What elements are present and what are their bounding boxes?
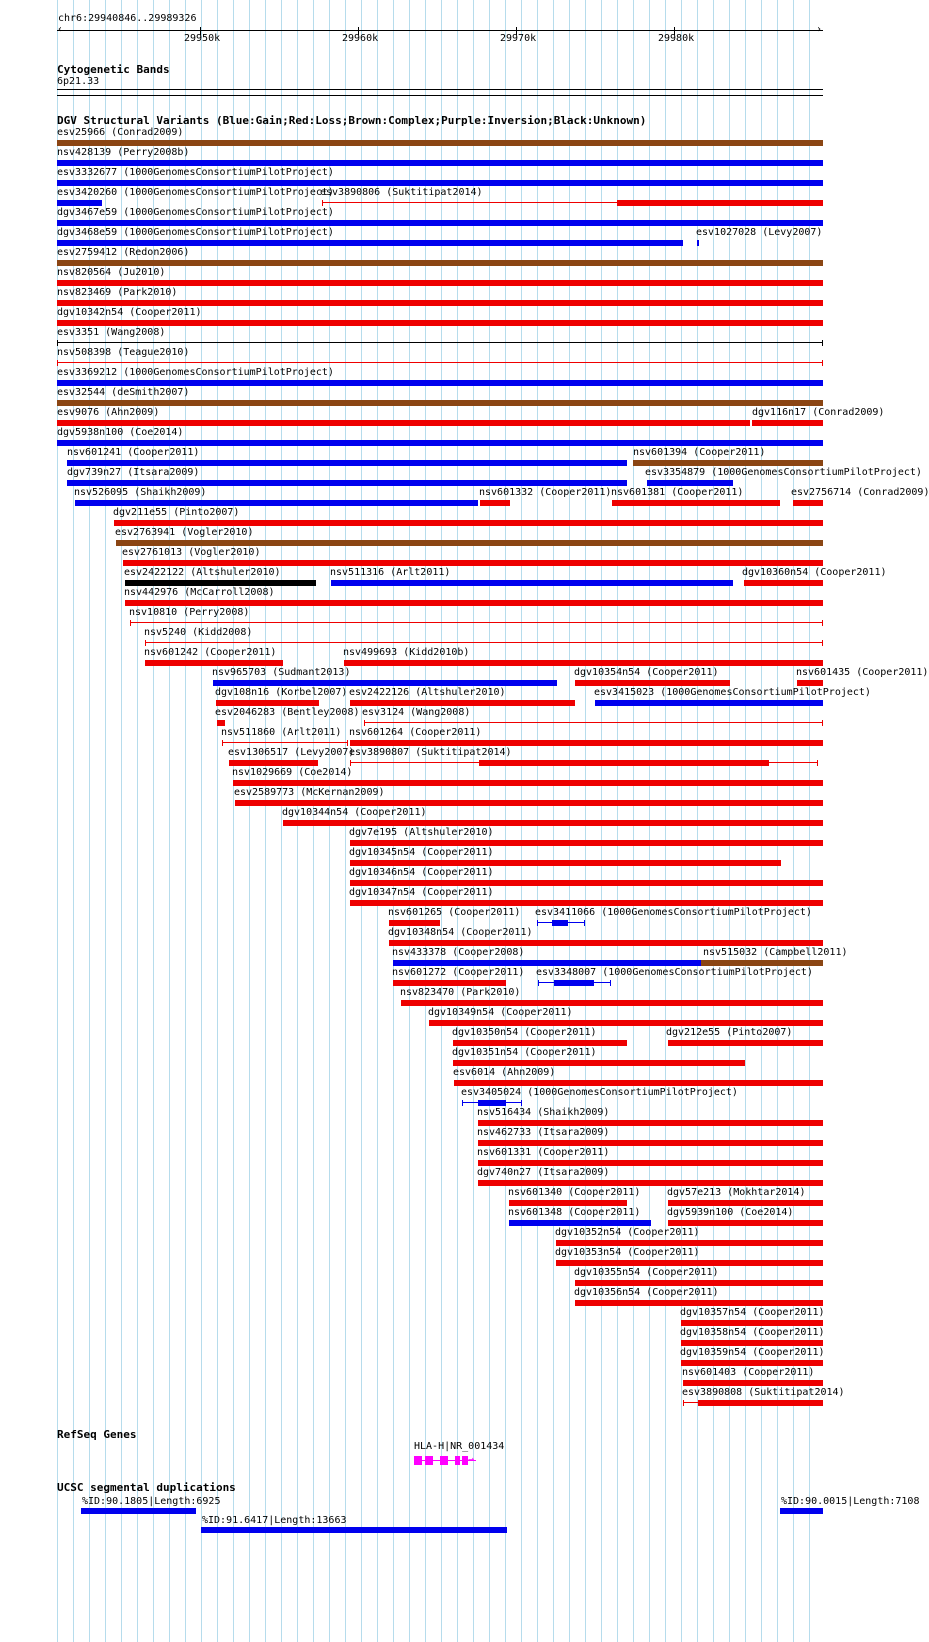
dgv-feature-bar[interactable] [57, 280, 823, 286]
dgv-feature-label: nsv428139 (Perry2008b) [57, 147, 190, 158]
dgv-feature-end [222, 740, 223, 746]
dgv-feature-label: esv3890807 (Suktitipat2014) [349, 747, 512, 758]
dgv-feature-label: esv6014 (Ahn2009) [453, 1067, 556, 1078]
dgv-feature-bar[interactable] [681, 1340, 823, 1346]
dgv-feature-label: nsv601331 (Cooper2011) [477, 1147, 610, 1158]
dgv-feature-bar[interactable] [125, 600, 823, 606]
dgv-feature-end [350, 760, 351, 766]
dgv-feature-bar[interactable] [393, 960, 701, 966]
dgv-feature-label: nsv526095 (Shaikh2009) [74, 487, 207, 498]
dgv-feature-label: nsv601264 (Cooper2011) [349, 727, 482, 738]
dgv-feature-label: nsv462733 (Itsara2009) [477, 1127, 610, 1138]
grid-line [249, 0, 250, 1642]
dgv-feature-end [347, 740, 348, 746]
dgv-feature-label: dgv10356n54 (Cooper2011) [574, 1287, 719, 1298]
dgv-feature-bar[interactable] [683, 1380, 823, 1386]
dgv-feature-bar[interactable] [350, 880, 823, 886]
dgv-feature-label: esv2046283 (Bentley2008) [215, 707, 360, 718]
dgv-feature-line[interactable] [145, 642, 823, 643]
dgv-feature-bar[interactable] [57, 260, 823, 266]
dgv-feature-end [130, 620, 131, 626]
dgv-feature-label: nsv601348 (Cooper2011) [508, 1207, 641, 1218]
dgv-feature-label: esv2759412 (Redon2006) [57, 247, 190, 258]
dgv-feature-label: dgv10360n54 (Cooper2011) [742, 567, 887, 578]
dgv-feature-end [822, 620, 823, 626]
dgv-feature-label: esv2422126 (Altshuler2010) [349, 687, 506, 698]
dgv-feature-bar[interactable] [701, 960, 823, 966]
dgv-feature-label: nsv442976 (McCarroll2008) [124, 587, 275, 598]
dgv-feature-label: dgv10345n54 (Cooper2011) [349, 847, 494, 858]
dgv-feature-label: esv3405024 (1000GenomesConsortiumPilotProject) [461, 1087, 738, 1098]
refseq-gene-exon[interactable] [440, 1456, 448, 1465]
dgv-feature-end [584, 920, 585, 926]
dgv-feature-label: dgv5938n100 (Coe2014) [57, 427, 184, 438]
dgv-feature-label: dgv10351n54 (Cooper2011) [452, 1047, 597, 1058]
dgv-feature-line[interactable] [350, 762, 480, 763]
dgv-feature-label: dgv10342n54 (Cooper2011) [57, 307, 202, 318]
dgv-feature-line[interactable] [768, 762, 818, 763]
dgv-feature-end [364, 720, 365, 726]
grid-line [233, 0, 234, 1642]
dgv-feature-bar[interactable] [478, 1120, 823, 1126]
dgv-feature-end [817, 760, 818, 766]
dgv-feature-bar[interactable] [57, 440, 823, 446]
dgv-feature-bar[interactable] [350, 840, 823, 846]
dgv-feature-label: dgv10350n54 (Cooper2011) [452, 1027, 597, 1038]
dgv-feature-label: nsv508398 (Teague2010) [57, 347, 190, 358]
dgv-feature-bar[interactable] [57, 180, 823, 186]
dgv-feature-bar[interactable] [389, 940, 823, 946]
dgv-feature-bar[interactable] [350, 860, 781, 866]
dgv-feature-block[interactable] [554, 980, 594, 986]
dgv-feature-line[interactable] [222, 742, 348, 743]
dgv-feature-block[interactable] [478, 1100, 506, 1106]
ruler-position-label: chr6:29940846..29989326 [58, 13, 197, 24]
dgv-feature-label: dgv116n17 (Conrad2009) [752, 407, 885, 418]
cytoband-label: 6p21.33 [57, 76, 100, 87]
dgv-feature-label: esv1306517 (Levy2007) [228, 747, 355, 758]
dgv-feature-block[interactable] [552, 920, 568, 926]
dgv-feature-bar[interactable] [389, 920, 440, 926]
dgv-feature-line[interactable] [683, 1402, 699, 1403]
refseq-track-title: RefSeq Genes [57, 1428, 137, 1441]
dgv-feature-block[interactable] [663, 480, 717, 486]
refseq-gene-exon[interactable] [455, 1456, 460, 1465]
dgv-feature-bar[interactable] [752, 420, 823, 426]
dgv-feature-bar[interactable] [350, 700, 575, 706]
dgv-feature-label: esv3124 (Wang2008) [362, 707, 471, 718]
dgv-feature-bar[interactable] [393, 980, 506, 986]
dgv-feature-end [57, 360, 58, 366]
dgv-feature-end [822, 360, 823, 366]
dgv-feature-bar[interactable] [116, 540, 823, 546]
dgv-feature-label: dgv10344n54 (Cooper2011) [282, 807, 427, 818]
dgv-feature-bar[interactable] [57, 160, 823, 166]
dgv-feature-label: dgv3467e59 (1000GenomesConsortiumPilotProject) [57, 207, 334, 218]
dgv-feature-bar[interactable] [595, 700, 823, 706]
dgv-feature-label: nsv511316 (Arlt2011) [330, 567, 451, 578]
dgv-feature-label: esv9076 (Ahn2009) [57, 407, 160, 418]
dgv-feature-bar[interactable] [213, 680, 557, 686]
dgv-feature-label: dgv10353n54 (Cooper2011) [555, 1247, 700, 1258]
ruler-tick-label: 29980k [658, 33, 695, 44]
dgv-feature-bar[interactable] [575, 1280, 823, 1286]
dgv-feature-bar[interactable] [57, 420, 750, 426]
dgv-feature-bar[interactable] [229, 760, 318, 766]
dgv-feature-end [57, 340, 58, 346]
refseq-gene-label: HLA-H|NR_001434 [414, 1441, 505, 1452]
dgv-feature-end [322, 200, 323, 206]
grid-line [281, 0, 282, 1642]
dgv-feature-bar[interactable] [509, 1200, 627, 1206]
dgv-feature-label: nsv5240 (Kidd2008) [144, 627, 253, 638]
dgv-feature-label: nsv516434 (Shaikh2009) [477, 1107, 610, 1118]
segdup-track-title: UCSC segmental duplications [57, 1481, 236, 1494]
dgv-feature-bar[interactable] [123, 560, 823, 566]
dgv-feature-end [462, 1100, 463, 1106]
dgv-feature-label: dgv10359n54 (Cooper2011) [680, 1347, 825, 1358]
dgv-feature-bar[interactable] [216, 700, 319, 706]
dgv-feature-bar[interactable] [145, 660, 283, 666]
dgv-feature-bar[interactable] [350, 900, 823, 906]
dgv-feature-bar[interactable] [697, 240, 699, 246]
dgv-feature-label: dgv740n27 (Itsara2009) [477, 1167, 610, 1178]
dgv-feature-bar[interactable] [793, 500, 823, 506]
dgv-feature-label: nsv965703 (Sudmant2013) [212, 667, 351, 678]
cytoband-top-edge [57, 89, 823, 90]
dgv-feature-label: nsv601272 (Cooper2011) [392, 967, 525, 978]
dgv-feature-end [610, 980, 611, 986]
segdup-feature-label: %ID:90.1805|Length:6925 [82, 1496, 221, 1507]
segdup-feature-label: %ID:91.6417|Length:13663 [202, 1515, 347, 1526]
segdup-feature-bar[interactable] [780, 1508, 823, 1514]
dgv-feature-label: dgv212e55 (Pinto2007) [666, 1027, 793, 1038]
dgv-feature-label: dgv211e55 (Pinto2007) [113, 507, 240, 518]
dgv-feature-label: dgv10346n54 (Cooper2011) [349, 867, 494, 878]
dgv-feature-label: nsv601435 (Cooper2011) [796, 667, 929, 678]
dgv-feature-label: esv3890806 (Suktitipat2014) [320, 187, 483, 198]
dgv-feature-bar[interactable] [453, 1040, 627, 1046]
dgv-feature-label: dgv10349n54 (Cooper2011) [428, 1007, 573, 1018]
dgv-feature-end [145, 640, 146, 646]
grid-line [217, 0, 218, 1642]
dgv-feature-bar[interactable] [57, 140, 823, 146]
dgv-feature-label: esv3348007 (1000GenomesConsortiumPilotProject) [536, 967, 813, 978]
dgv-feature-bar[interactable] [235, 800, 823, 806]
dgv-feature-label: nsv601403 (Cooper2011) [682, 1367, 815, 1378]
dgv-feature-bar[interactable] [668, 1040, 823, 1046]
dgv-feature-bar[interactable] [633, 460, 823, 466]
ruler-left-arrow: ‹ [57, 24, 64, 35]
dgv-feature-bar[interactable] [744, 580, 823, 586]
dgv-feature-bar[interactable] [612, 500, 780, 506]
dgv-feature-line[interactable] [322, 202, 618, 203]
dgv-feature-label: nsv1029669 (Coe2014) [232, 767, 353, 778]
dgv-feature-end [683, 1400, 684, 1406]
dgv-feature-label: esv3411066 (1000GenomesConsortiumPilotProject) [535, 907, 812, 918]
dgv-feature-label: nsv601340 (Cooper2011) [508, 1187, 641, 1198]
dgv-feature-bar[interactable] [668, 1220, 823, 1226]
dgv-feature-label: dgv739n27 (Itsara2009) [67, 467, 200, 478]
dgv-feature-label: nsv515032 (Campbell2011) [703, 947, 848, 958]
dgv-feature-label: esv3351 (Wang2008) [57, 327, 166, 338]
dgv-feature-bar[interactable] [350, 740, 823, 746]
dgv-feature-label: dgv10357n54 (Cooper2011) [680, 1307, 825, 1318]
dgv-feature-bar[interactable] [478, 1140, 823, 1146]
dgv-feature-bar[interactable] [480, 500, 510, 506]
dgv-feature-label: nsv601332 (Cooper2011) [479, 487, 612, 498]
dgv-feature-label: dgv108n16 (Korbel2007) [215, 687, 348, 698]
dgv-feature-label: nsv601381 (Cooper2011) [611, 487, 744, 498]
dgv-feature-label: esv3369212 (1000GenomesConsortiumPilotProject) [57, 367, 334, 378]
dgv-feature-line[interactable] [364, 722, 823, 723]
dgv-feature-label: esv1027028 (Levy2007) [696, 227, 823, 238]
dgv-feature-label: dgv3468e59 (1000GenomesConsortiumPilotProject) [57, 227, 334, 238]
dgv-feature-label: esv25966 (Conrad2009) [57, 127, 184, 138]
dgv-feature-bar[interactable] [509, 1220, 651, 1226]
dgv-feature-bar[interactable] [114, 520, 823, 526]
dgv-feature-line[interactable] [130, 622, 823, 623]
dgv-feature-bar[interactable] [67, 460, 627, 466]
dgv-feature-label: dgv10355n54 (Cooper2011) [574, 1267, 719, 1278]
dgv-feature-label: nsv601241 (Cooper2011) [67, 447, 200, 458]
dgv-feature-bar[interactable] [57, 200, 102, 206]
dgv-feature-bar[interactable] [454, 1080, 823, 1086]
dgv-feature-bar[interactable] [668, 1200, 823, 1206]
grid-line [201, 0, 202, 1642]
dgv-feature-label: dgv5939n100 (Coe2014) [667, 1207, 794, 1218]
dgv-feature-end [822, 640, 823, 646]
dgv-feature-bar[interactable] [67, 480, 627, 486]
dgv-feature-label: esv2756714 (Conrad2009) [791, 487, 929, 498]
dgv-feature-label: dgv7e195 (Altshuler2010) [349, 827, 494, 838]
dgv-feature-bar[interactable] [233, 780, 823, 786]
dgv-feature-end [768, 760, 769, 766]
dgv-feature-bar[interactable] [699, 1400, 823, 1406]
dgv-feature-label: esv3332677 (1000GenomesConsortiumPilotProject) [57, 167, 334, 178]
dgv-feature-line[interactable] [57, 342, 823, 343]
dgv-feature-label: esv3354879 (1000GenomesConsortiumPilotProject) [645, 467, 922, 478]
dgv-feature-label: nsv499693 (Kidd2010b) [343, 647, 470, 658]
dgv-feature-end [822, 340, 823, 346]
dgv-feature-bar[interactable] [125, 580, 316, 586]
dgv-feature-bar[interactable] [478, 1180, 823, 1186]
ruler-tick-label: 29960k [342, 33, 379, 44]
dgv-feature-bar[interactable] [480, 760, 768, 766]
dgv-feature-label: dgv10348n54 (Cooper2011) [388, 927, 533, 938]
dgv-feature-bar[interactable] [429, 1020, 823, 1026]
dgv-feature-bar[interactable] [57, 380, 823, 386]
dgv-feature-label: nsv601242 (Cooper2011) [144, 647, 277, 658]
segdup-feature-bar[interactable] [81, 1508, 196, 1514]
cytoband-bottom-edge [57, 95, 823, 96]
ruler-right-arrow: › [816, 24, 823, 35]
ruler-tick-label: 29970k [500, 33, 537, 44]
dgv-feature-label: esv3415023 (1000GenomesConsortiumPilotProject) [594, 687, 871, 698]
dgv-feature-bar[interactable] [344, 660, 823, 666]
cytoband-track-title: Cytogenetic Bands [57, 63, 170, 76]
refseq-strand-arrow-icon: → [468, 1454, 475, 1465]
dgv-feature-bar[interactable] [556, 1240, 823, 1246]
dgv-feature-bar[interactable] [217, 720, 225, 726]
dgv-feature-label: nsv823469 (Park2010) [57, 287, 178, 298]
dgv-feature-bar[interactable] [283, 820, 823, 826]
dgv-feature-label: esv2422122 (Altshuler2010) [124, 567, 281, 578]
refseq-gene-exon[interactable] [425, 1456, 433, 1465]
grid-line [265, 0, 266, 1642]
dgv-feature-label: nsv601394 (Cooper2011) [633, 447, 766, 458]
dgv-feature-label: dgv10354n54 (Cooper2011) [574, 667, 719, 678]
dgv-feature-bar[interactable] [331, 580, 733, 586]
dgv-feature-label: esv2763941 (Vogler2010) [115, 527, 254, 538]
dgv-feature-label: nsv511860 (Arlt2011) [221, 727, 342, 738]
dgv-feature-bar[interactable] [57, 240, 683, 246]
dgv-feature-label: dgv57e213 (Mokhtar2014) [667, 1187, 806, 1198]
segdup-feature-bar[interactable] [201, 1527, 507, 1533]
dgv-feature-bar[interactable] [575, 1300, 823, 1306]
dgv-feature-label: esv3420260 (1000GenomesConsortiumPilotProject) [57, 187, 334, 198]
dgv-feature-label: nsv10810 (Perry2008) [129, 607, 250, 618]
dgv-feature-bar[interactable] [75, 500, 478, 506]
dgv-feature-label: esv2589773 (McKernan2009) [234, 787, 385, 798]
segdup-feature-label: %ID:90.0015|Length:7108 [781, 1496, 920, 1507]
dgv-feature-bar[interactable] [57, 220, 823, 226]
dgv-feature-bar[interactable] [556, 1260, 823, 1266]
dgv-feature-bar[interactable] [478, 1160, 823, 1166]
dgv-track-title: DGV Structural Variants (Blue:Gain;Red:Loss;Brown:Complex;Purple:Inversion;Black:Unknown) [57, 114, 647, 127]
dgv-feature-bar[interactable] [575, 680, 730, 686]
dgv-feature-label: esv2761013 (Vogler2010) [122, 547, 261, 558]
refseq-gene-exon[interactable] [414, 1456, 422, 1465]
dgv-feature-label: esv3890808 (Suktitipat2014) [682, 1387, 845, 1398]
dgv-feature-bar[interactable] [453, 1060, 745, 1066]
dgv-feature-bar[interactable] [57, 400, 823, 406]
ruler-axis [57, 30, 823, 31]
dgv-feature-bar[interactable] [401, 1000, 823, 1006]
dgv-feature-bar[interactable] [681, 1320, 823, 1326]
dgv-feature-label: nsv823470 (Park2010) [400, 987, 521, 998]
dgv-feature-label: nsv433378 (Cooper2008) [392, 947, 525, 958]
dgv-feature-label: nsv601265 (Cooper2011) [388, 907, 521, 918]
dgv-feature-label: dgv10358n54 (Cooper2011) [680, 1327, 825, 1338]
dgv-feature-label: dgv10347n54 (Cooper2011) [349, 887, 494, 898]
ruler-tick-label: 29950k [184, 33, 221, 44]
dgv-feature-end [538, 980, 539, 986]
dgv-feature-bar[interactable] [618, 200, 823, 206]
dgv-feature-bar[interactable] [681, 1360, 823, 1366]
dgv-feature-label: esv32544 (deSmith2007) [57, 387, 190, 398]
dgv-feature-line[interactable] [57, 362, 823, 363]
dgv-feature-bar[interactable] [57, 320, 823, 326]
dgv-feature-end [537, 920, 538, 926]
dgv-feature-label: dgv10352n54 (Cooper2011) [555, 1227, 700, 1238]
dgv-feature-end [521, 1100, 522, 1106]
dgv-feature-bar[interactable] [797, 680, 823, 686]
dgv-feature-end [822, 720, 823, 726]
dgv-feature-bar[interactable] [57, 300, 823, 306]
dgv-feature-label: nsv820564 (Ju2010) [57, 267, 166, 278]
